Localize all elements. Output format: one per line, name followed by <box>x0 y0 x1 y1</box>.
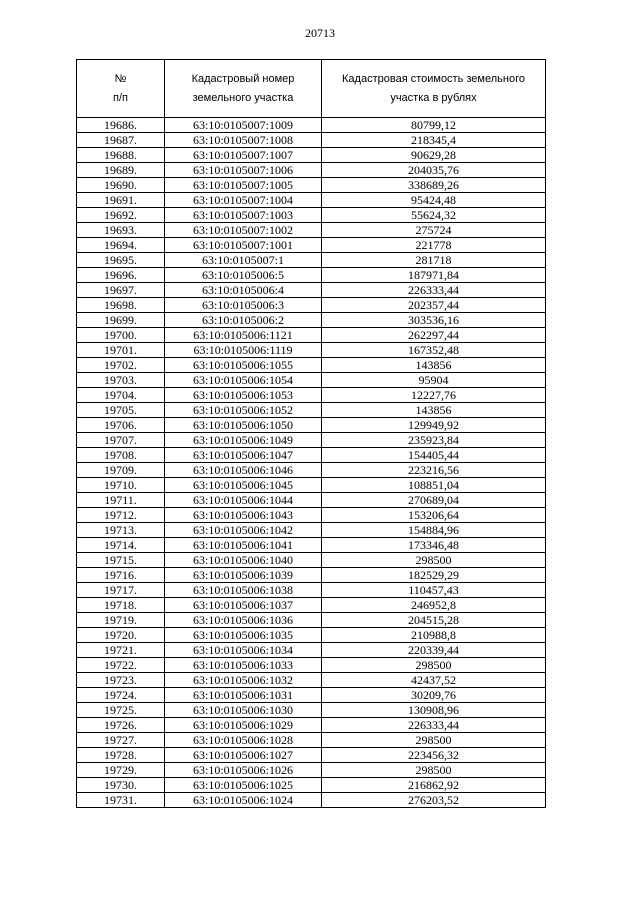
table-row <box>77 463 546 478</box>
table-row <box>77 313 546 328</box>
table-row <box>77 163 546 178</box>
row-number-cell: 19720. <box>77 628 165 643</box>
table-row <box>77 523 546 538</box>
header-cadastral-number <box>165 60 322 118</box>
cadastral-number-cell: 63:10:0105007:1008 <box>165 133 322 148</box>
table-row <box>77 793 546 808</box>
table-row <box>77 268 546 283</box>
cadastral-number-cell: 63:10:0105006:1046 <box>165 463 322 478</box>
cadastral-value-cell: 275724 <box>322 223 546 238</box>
row-number-cell: 19701. <box>77 343 165 358</box>
cadastral-number-cell: 63:10:0105006:1054 <box>165 373 322 388</box>
cadastral-number-cell: 63:10:0105006:2 <box>165 313 322 328</box>
cadastral-number-cell: 63:10:0105006:1050 <box>165 418 322 433</box>
table-row <box>77 778 546 793</box>
row-number-cell: 19687. <box>77 133 165 148</box>
row-number-cell: 19725. <box>77 703 165 718</box>
cadastral-number-cell: 63:10:0105006:1119 <box>165 343 322 358</box>
table-row <box>77 298 546 313</box>
cadastral-number-cell: 63:10:0105006:1045 <box>165 478 322 493</box>
row-number-cell: 19715. <box>77 553 165 568</box>
row-number-cell: 19688. <box>77 148 165 163</box>
table-row <box>77 328 546 343</box>
cadastral-value-cell: 42437,52 <box>322 673 546 688</box>
row-number-cell: 19717. <box>77 583 165 598</box>
table-row <box>77 733 546 748</box>
cadastral-value-cell: 55624,32 <box>322 208 546 223</box>
cadastral-number-cell: 63:10:0105006:1025 <box>165 778 322 793</box>
row-number-cell: 19702. <box>77 358 165 373</box>
table-header-row <box>77 60 546 118</box>
cadastral-value-cell: 202357,44 <box>322 298 546 313</box>
row-number-cell: 19697. <box>77 283 165 298</box>
cadastral-number-cell: 63:10:0105006:1040 <box>165 553 322 568</box>
cadastral-number-cell: 63:10:0105006:1036 <box>165 613 322 628</box>
row-number-cell: 19716. <box>77 568 165 583</box>
table-row <box>77 193 546 208</box>
cadastral-number-cell: 63:10:0105006:1044 <box>165 493 322 508</box>
header-cadastral-value <box>322 60 546 118</box>
cadastral-number-cell: 63:10:0105006:1055 <box>165 358 322 373</box>
cadastral-number-cell: 63:10:0105006:1024 <box>165 793 322 808</box>
cadastral-value-cell: 210988,8 <box>322 628 546 643</box>
cadastral-number-cell: 63:10:0105007:1006 <box>165 163 322 178</box>
row-number-cell: 19710. <box>77 478 165 493</box>
cadastral-number-cell: 63:10:0105006:1042 <box>165 523 322 538</box>
row-number-cell: 19711. <box>77 493 165 508</box>
table-row <box>77 373 546 388</box>
cadastral-value-cell: 154884,96 <box>322 523 546 538</box>
table-row <box>77 343 546 358</box>
table-row <box>77 688 546 703</box>
cadastral-value-cell: 298500 <box>322 763 546 778</box>
row-number-cell: 19723. <box>77 673 165 688</box>
cadastral-value-cell: 167352,48 <box>322 343 546 358</box>
table-row <box>77 283 546 298</box>
row-number-cell: 19712. <box>77 508 165 523</box>
row-number-cell: 19714. <box>77 538 165 553</box>
table-row <box>77 493 546 508</box>
table-row <box>77 118 546 133</box>
cadastral-number-cell: 63:10:0105006:1039 <box>165 568 322 583</box>
table-row <box>77 763 546 778</box>
table-row <box>77 628 546 643</box>
table-row <box>77 658 546 673</box>
table-row <box>77 253 546 268</box>
cadastral-number-cell: 63:10:0105006:1041 <box>165 538 322 553</box>
cadastral-value-cell: 130908,96 <box>322 703 546 718</box>
cadastral-value-cell: 80799,12 <box>322 118 546 133</box>
cadastral-number-cell: 63:10:0105007:1002 <box>165 223 322 238</box>
table-row <box>77 598 546 613</box>
cadastral-number-cell: 63:10:0105006:1031 <box>165 688 322 703</box>
table-row <box>77 433 546 448</box>
cadastral-number-cell: 63:10:0105007:1005 <box>165 178 322 193</box>
cadastral-value-cell: 108851,04 <box>322 478 546 493</box>
cadastral-number-cell: 63:10:0105006:1034 <box>165 643 322 658</box>
cadastral-value-cell: 216862,92 <box>322 778 546 793</box>
table-row <box>77 223 546 238</box>
cadastral-value-cell: 153206,64 <box>322 508 546 523</box>
cadastral-value-cell: 298500 <box>322 733 546 748</box>
table-row <box>77 358 546 373</box>
cadastral-value-cell: 129949,92 <box>322 418 546 433</box>
cadastral-value-cell: 226333,44 <box>322 718 546 733</box>
row-number-cell: 19706. <box>77 418 165 433</box>
table-row <box>77 238 546 253</box>
cadastral-number-cell: 63:10:0105006:5 <box>165 268 322 283</box>
row-number-cell: 19695. <box>77 253 165 268</box>
header-row-number-line2: п/п <box>113 91 128 104</box>
row-number-cell: 19698. <box>77 298 165 313</box>
cadastral-value-cell: 298500 <box>322 553 546 568</box>
row-number-cell: 19724. <box>77 688 165 703</box>
cadastral-number-cell: 63:10:0105006:1053 <box>165 388 322 403</box>
cadastral-number-cell: 63:10:0105006:1033 <box>165 658 322 673</box>
cadastral-number-cell: 63:10:0105007:1009 <box>165 118 322 133</box>
row-number-cell: 19719. <box>77 613 165 628</box>
header-row-number <box>77 60 165 118</box>
row-number-cell: 19729. <box>77 763 165 778</box>
cadastral-value-cell: 182529,29 <box>322 568 546 583</box>
table-row <box>77 508 546 523</box>
table-row <box>77 208 546 223</box>
table-row <box>77 133 546 148</box>
cadastral-value-cell: 221778 <box>322 238 546 253</box>
cadastral-number-cell: 63:10:0105006:1028 <box>165 733 322 748</box>
row-number-cell: 19730. <box>77 778 165 793</box>
row-number-cell: 19721. <box>77 643 165 658</box>
table-row <box>77 703 546 718</box>
row-number-cell: 19713. <box>77 523 165 538</box>
cadastral-number-cell: 63:10:0105006:1043 <box>165 508 322 523</box>
page-number: 20713 <box>305 26 335 40</box>
cadastral-number-cell: 63:10:0105006:1032 <box>165 673 322 688</box>
cadastral-number-cell: 63:10:0105007:1007 <box>165 148 322 163</box>
cadastral-number-cell: 63:10:0105006:1029 <box>165 718 322 733</box>
cadastral-value-cell: 303536,16 <box>322 313 546 328</box>
cadastral-value-cell: 12227,76 <box>322 388 546 403</box>
cadastral-number-cell: 63:10:0105006:1049 <box>165 433 322 448</box>
cadastral-number-cell: 63:10:0105006:1030 <box>165 703 322 718</box>
header-row-number-line1: № <box>114 72 127 85</box>
table-row <box>77 178 546 193</box>
cadastral-value-cell: 218345,4 <box>322 133 546 148</box>
cadastral-number-cell: 63:10:0105006:1047 <box>165 448 322 463</box>
cadastral-number-cell: 63:10:0105007:1001 <box>165 238 322 253</box>
row-number-cell: 19726. <box>77 718 165 733</box>
header-cadastral-value-line2: участка в рублях <box>390 91 477 104</box>
cadastral-number-cell: 63:10:0105006:1037 <box>165 598 322 613</box>
table-row <box>77 583 546 598</box>
row-number-cell: 19704. <box>77 388 165 403</box>
row-number-cell: 19692. <box>77 208 165 223</box>
cadastral-value-cell: 90629,28 <box>322 148 546 163</box>
table-row <box>77 553 546 568</box>
table-row <box>77 478 546 493</box>
cadastral-value-cell: 204515,28 <box>322 613 546 628</box>
row-number-cell: 19707. <box>77 433 165 448</box>
cadastral-value-cell: 235923,84 <box>322 433 546 448</box>
cadastral-number-cell: 63:10:0105006:1038 <box>165 583 322 598</box>
cadastral-number-cell: 63:10:0105007:1004 <box>165 193 322 208</box>
cadastral-value-cell: 338689,26 <box>322 178 546 193</box>
table-row <box>77 673 546 688</box>
table-row <box>77 718 546 733</box>
cadastral-number-cell: 63:10:0105006:4 <box>165 283 322 298</box>
cadastral-number-cell: 63:10:0105006:3 <box>165 298 322 313</box>
row-number-cell: 19708. <box>77 448 165 463</box>
cadastral-value-cell: 223216,56 <box>322 463 546 478</box>
table-row <box>77 388 546 403</box>
cadastral-value-cell: 110457,43 <box>322 583 546 598</box>
row-number-cell: 19690. <box>77 178 165 193</box>
cadastral-number-cell: 63:10:0105007:1003 <box>165 208 322 223</box>
row-number-cell: 19694. <box>77 238 165 253</box>
cadastral-number-cell: 63:10:0105006:1121 <box>165 328 322 343</box>
cadastral-value-cell: 298500 <box>322 658 546 673</box>
table-row <box>77 643 546 658</box>
cadastral-value-cell: 226333,44 <box>322 283 546 298</box>
cadastral-value-cell: 143856 <box>322 403 546 418</box>
cadastral-value-cell: 187971,84 <box>322 268 546 283</box>
table-row <box>77 568 546 583</box>
cadastral-value-cell: 246952,8 <box>322 598 546 613</box>
cadastral-number-cell: 63:10:0105006:1026 <box>165 763 322 778</box>
row-number-cell: 19718. <box>77 598 165 613</box>
row-number-cell: 19703. <box>77 373 165 388</box>
cadastral-value-cell: 143856 <box>322 358 546 373</box>
row-number-cell: 19731. <box>77 793 165 808</box>
row-number-cell: 19722. <box>77 658 165 673</box>
table-row <box>77 448 546 463</box>
row-number-cell: 19691. <box>77 193 165 208</box>
table-row <box>77 403 546 418</box>
cadastral-value-cell: 154405,44 <box>322 448 546 463</box>
cadastral-value-cell: 30209,76 <box>322 688 546 703</box>
cadastral-value-table <box>76 59 546 808</box>
header-cadastral-number-line2: земельного участка <box>192 91 294 104</box>
cadastral-value-cell: 173346,48 <box>322 538 546 553</box>
header-cadastral-number-line1: Кадастровый номер <box>191 72 295 85</box>
row-number-cell: 19727. <box>77 733 165 748</box>
cadastral-number-cell: 63:10:0105006:1052 <box>165 403 322 418</box>
table-body <box>77 118 546 808</box>
cadastral-value-cell: 281718 <box>322 253 546 268</box>
cadastral-value-cell: 262297,44 <box>322 328 546 343</box>
table-row <box>77 148 546 163</box>
cadastral-value-cell: 220339,44 <box>322 643 546 658</box>
cadastral-number-cell: 63:10:0105006:1035 <box>165 628 322 643</box>
row-number-cell: 19693. <box>77 223 165 238</box>
row-number-cell: 19709. <box>77 463 165 478</box>
cadastral-value-cell: 223456,32 <box>322 748 546 763</box>
row-number-cell: 19689. <box>77 163 165 178</box>
table-row <box>77 418 546 433</box>
row-number-cell: 19705. <box>77 403 165 418</box>
row-number-cell: 19728. <box>77 748 165 763</box>
cadastral-value-cell: 276203,52 <box>322 793 546 808</box>
row-number-cell: 19696. <box>77 268 165 283</box>
cadastral-number-cell: 63:10:0105006:1027 <box>165 748 322 763</box>
cadastral-value-cell: 204035,76 <box>322 163 546 178</box>
cadastral-value-cell: 95904 <box>322 373 546 388</box>
table-row <box>77 538 546 553</box>
row-number-cell: 19686. <box>77 118 165 133</box>
cadastral-value-cell: 95424,48 <box>322 193 546 208</box>
cadastral-value-cell: 270689,04 <box>322 493 546 508</box>
table-row <box>77 613 546 628</box>
cadastral-number-cell: 63:10:0105007:1 <box>165 253 322 268</box>
row-number-cell: 19700. <box>77 328 165 343</box>
header-cadastral-value-line1: Кадастровая стоимость земельного <box>342 72 525 85</box>
table-row <box>77 748 546 763</box>
row-number-cell: 19699. <box>77 313 165 328</box>
